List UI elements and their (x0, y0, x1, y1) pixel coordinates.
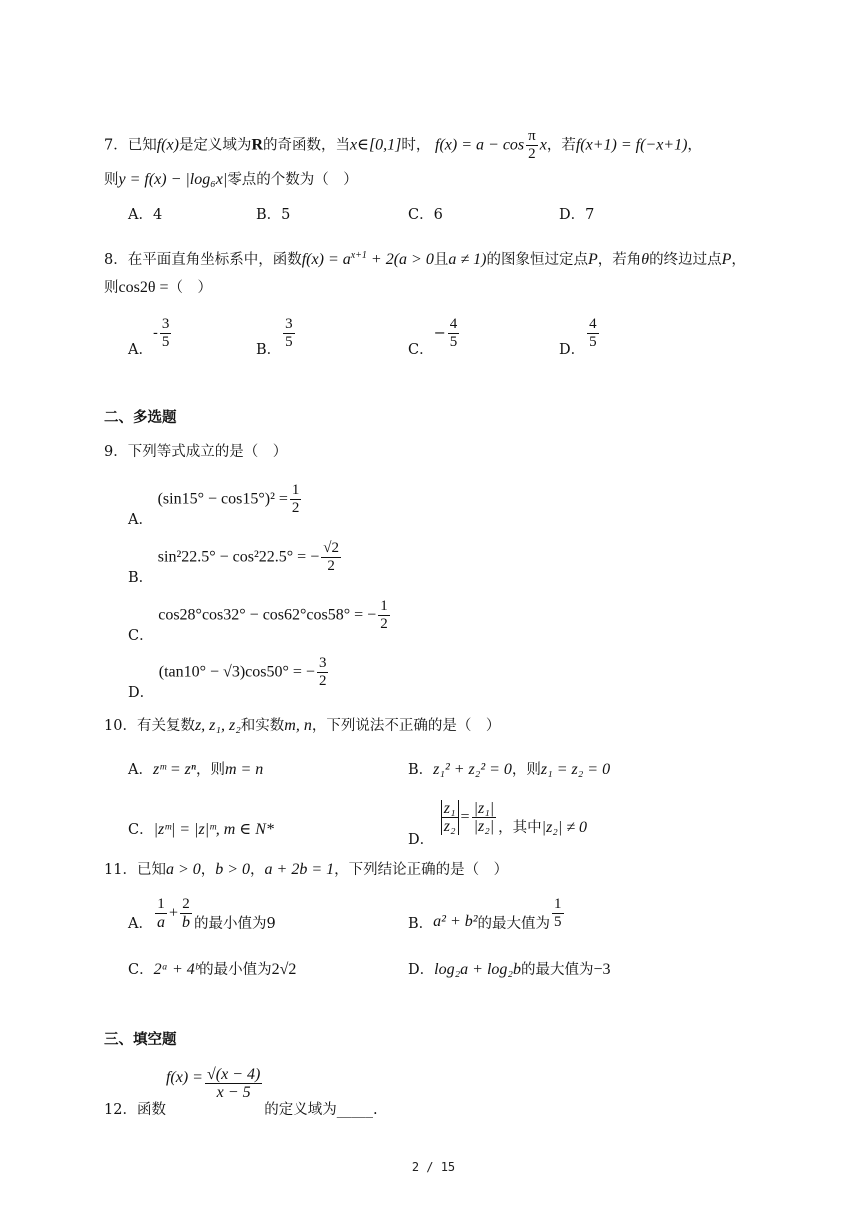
q8-c-fraction (448, 316, 460, 351)
q11-a-d1: a (156, 914, 165, 931)
q8-exponent: x+1 (350, 250, 367, 261)
q9-a-num: 1 (291, 482, 300, 498)
q7-def-x: x (539, 136, 547, 154)
q9-c-num: 1 (380, 598, 388, 614)
q7-pi-fraction (526, 128, 538, 163)
q12-den: x − 5 (216, 1084, 251, 1101)
q11-a-prefix: A． (128, 915, 153, 932)
q7-fx: f(x) (156, 136, 179, 154)
q8-text2: 的图象恒过定点 (486, 251, 588, 268)
q9-option-d[interactable] (128, 655, 330, 701)
q8-fx: f(x) = a (301, 250, 351, 268)
q8-line1 (104, 246, 746, 270)
q11-sep1: ， (200, 862, 216, 878)
q10-b-prefix: B． (408, 762, 434, 778)
q11-b-text: 的最大值为 (477, 915, 551, 932)
q7-real-set: R (251, 136, 263, 154)
q10-d-rhs-num: |z₁| (473, 800, 495, 817)
q11-a-frac1 (155, 896, 167, 931)
q8-option-b[interactable] (256, 316, 297, 358)
q11-d-text: 的最大值为 (520, 962, 594, 978)
q10-option-a[interactable] (128, 760, 263, 780)
q9-a-expr: (sin15° − cos15°)² = (157, 490, 288, 508)
q9-b-fraction (321, 540, 341, 575)
q8-text3: ，若角 (597, 251, 642, 268)
q10-stem-b: 和实数 (240, 718, 285, 734)
q10-c-expr: |zᵐ| = |z|ᵐ, m ∈ N* (153, 821, 274, 838)
q9-d-den: 2 (318, 673, 327, 689)
q7-option-d[interactable]: D．7 (559, 207, 595, 223)
q8-a-num: 3 (161, 316, 170, 332)
q9-b-num: √2 (323, 540, 339, 556)
q11-stem-b: ，下列结论正确的是（ ） (334, 862, 509, 878)
q8-option-a[interactable] (128, 316, 173, 358)
q9-stem: 9．下列等式成立的是（ ） (104, 444, 288, 460)
q11-b-num: 1 (554, 896, 562, 912)
q11-option-c[interactable] (128, 960, 296, 980)
q10-a-expr: zᵐ = zⁿ (152, 761, 196, 778)
q11-option-a[interactable] (128, 896, 276, 931)
q7-line2 (104, 170, 358, 190)
q9-b-prefix: B． (128, 569, 154, 586)
q10-a-prefix: A． (128, 762, 153, 778)
q12-stem-b: 的定义域为 (264, 1101, 337, 1118)
q8-text1: 且 (433, 251, 449, 268)
q11-cond3: a + 2b = 1 (264, 861, 335, 878)
q9-c-fraction (378, 598, 390, 633)
q10-option-c[interactable] (128, 820, 274, 840)
q7-option-b[interactable]: B．5 (256, 207, 291, 223)
q11-a-frac2 (180, 896, 192, 931)
q7-text5: ， (687, 137, 702, 154)
q8-d-den: 5 (589, 334, 597, 350)
q11-b-prefix: B． (408, 915, 434, 932)
q8-b-fraction (283, 316, 295, 351)
q8-a-den: 5 (161, 334, 170, 350)
q9-a-prefix: A． (128, 511, 153, 528)
q8-b-prefix: B． (256, 341, 282, 358)
q11-a-n2: 2 (180, 896, 192, 914)
q12-fraction (205, 1066, 262, 1101)
q7-line2-prefix: 则 (104, 172, 119, 188)
q9-d-prefix: D． (128, 684, 155, 701)
q9-option-c[interactable] (128, 598, 392, 644)
q11-cond2: b > 0 (215, 861, 251, 878)
q8-option-d[interactable] (559, 316, 601, 358)
q8-text4: 的终边过点 (649, 251, 722, 268)
q10-b-expr2: z₁ = z₂ = 0 (540, 761, 611, 778)
q9-c-den: 2 (380, 616, 388, 632)
q9-option-a[interactable] (128, 482, 303, 528)
q10-d-lhs-num: z₁ (443, 800, 456, 817)
q8-theta: θ (641, 250, 650, 268)
q8-c-prefix: C． (408, 341, 434, 358)
q8-a-sign: - (152, 325, 158, 342)
q11-stem-a: 11．已知 (104, 862, 166, 878)
q11-option-b[interactable] (408, 896, 566, 931)
q12-fx: f(x) = (165, 1068, 203, 1086)
q10-stem (104, 716, 500, 736)
q12-num: √(x − 4) (206, 1066, 261, 1083)
q10-d-prefix: D． (408, 831, 435, 848)
q9-c-prefix: C． (128, 627, 154, 644)
q7-y-expression: y = f(x) − |log₆x| (118, 171, 228, 188)
q8-text5: ， (731, 251, 746, 268)
section-multiple-choice-heading: 二、多选题 (104, 409, 177, 426)
q11-c-prefix: C． (128, 962, 154, 978)
q8-d-prefix: D． (559, 341, 586, 358)
q7-option-a[interactable]: A．4 (128, 207, 163, 223)
q7-pi-den: 2 (528, 146, 536, 162)
q8-b-den: 5 (285, 334, 293, 350)
q10-stem-c: ，下列说法不正确的是（ ） (311, 718, 501, 734)
q11-b-den: 5 (554, 914, 562, 930)
q8-c-den: 5 (449, 334, 458, 350)
q10-b-text: ，则 (511, 762, 541, 778)
q10-d-lhs-fraction (441, 800, 459, 835)
q10-d-cond: |z₂| ≠ 0 (541, 818, 588, 836)
q7-text3: 时， (401, 137, 431, 154)
q9-option-b[interactable] (128, 540, 343, 586)
q8-point-p2: P (721, 250, 732, 268)
q8-option-c[interactable] (408, 316, 461, 358)
q10-d-lhs-den: z₂ (443, 818, 456, 835)
q7-line2-suffix: 零点的个数为（ ） (227, 172, 358, 188)
q11-b-expr: a² + b² (433, 912, 478, 930)
q11-cond1: a > 0 (165, 861, 201, 878)
q11-a-plus: + (168, 904, 179, 922)
q12-stem-a: 12．函数 (104, 1101, 166, 1118)
q8-line2 (104, 278, 212, 298)
q10-mn: m, n (284, 717, 312, 734)
q7-line1 (104, 128, 702, 163)
q10-stem-a: 10．有关复数 (104, 718, 195, 734)
q8-c-sign: − (433, 325, 446, 342)
q8-condition: a ≠ 1) (448, 250, 487, 268)
q11-d-prefix: D． (408, 962, 435, 978)
q9-a-den: 2 (291, 500, 300, 516)
q8-c-num: 4 (449, 316, 458, 332)
q8-line2-prefix: 则 (104, 280, 119, 296)
q10-option-d[interactable]: D． $\frac{\text{z₁}}{\text{z₂}}$ = $\frac{\text{|z₁|}}{\text{|z₂|}}$ ，其中|z₂| ≠ 0 (408, 800, 588, 848)
q8-point-p: P (587, 250, 598, 268)
q10-d-rhs-fraction (472, 800, 497, 835)
q8-cos-expr: cos2θ = (118, 279, 169, 296)
q7-text4: ，若 (546, 137, 576, 154)
q10-d-rhs-den: |z₂| (473, 818, 495, 835)
q11-b-fraction (552, 896, 564, 931)
q11-a-n1: 1 (155, 896, 167, 914)
q8-label: 8．在平面直角坐标系中，函数 (104, 251, 302, 268)
q11-stem (104, 860, 508, 880)
q10-c-prefix: C． (128, 822, 154, 838)
q10-d-text: ，其中 (498, 819, 542, 836)
q11-c-val: 2√2 (271, 961, 297, 978)
q7-text2: 的奇函数，当 (263, 137, 350, 154)
q9-c-expr: cos28°cos32° − cos62°cos58° = − (158, 606, 377, 624)
q7-symmetry: f(x+1) = f(−x+1) (575, 136, 688, 154)
q8-a-fraction (160, 316, 172, 351)
q12-end: . (373, 1101, 378, 1118)
q8-d-num: 4 (589, 316, 597, 332)
q9-b-den: 2 (327, 558, 335, 574)
q10-a-text: ，则 (195, 762, 225, 778)
q9-a-fraction (290, 482, 302, 517)
q9-d-num: 3 (318, 655, 327, 671)
q8-fx-rest: + 2(a > 0 (366, 250, 434, 268)
q11-c-text: 的最小值为 (199, 962, 272, 978)
q7-text1: 是定义域为 (178, 137, 252, 154)
q7-option-c[interactable]: C．6 (408, 207, 443, 223)
q9-d-fraction (317, 655, 329, 690)
q8-b-num: 3 (285, 316, 293, 332)
q10-a-expr2: m = n (224, 761, 264, 778)
q11-d-val: −3 (593, 961, 611, 978)
q11-sep2: ， (250, 862, 265, 878)
q11-option-d[interactable] (408, 960, 610, 980)
q7-condition: x∈[0,1] (350, 136, 402, 154)
q12-line (104, 1066, 378, 1118)
q9-b-expr: sin²22.5° − cos²22.5° = − (157, 548, 320, 566)
q8-d-fraction (587, 316, 599, 351)
q7-pi-num: π (528, 128, 536, 144)
page-number: 2 / 15 (411, 1160, 456, 1174)
q11-a-d2: b (182, 914, 191, 931)
q11-a-text: 的最小值为9 (194, 915, 276, 932)
q9-d-expr: (tan10° − √3)cos50° = − (158, 663, 315, 681)
q11-d-expr: log₂a + log₂b (434, 961, 521, 978)
q7-definition: f(x) = a − cos (435, 136, 525, 154)
q10-vars: z, z₁, z₂ (194, 717, 241, 734)
q10-option-b[interactable] (408, 760, 610, 780)
q7-label: 7．已知 (104, 137, 157, 154)
q8-line2-suffix: （ ） (168, 280, 213, 296)
q10-b-expr: z₁² + z₂² = 0 (433, 761, 512, 778)
q12-answer-blank[interactable]: _____ (336, 1101, 374, 1118)
q11-c-expr: 2ᵃ + 4ᵇ (153, 961, 200, 978)
q8-a-prefix: A． (128, 341, 153, 358)
section-fill-in-heading: 三、填空题 (104, 1031, 177, 1048)
